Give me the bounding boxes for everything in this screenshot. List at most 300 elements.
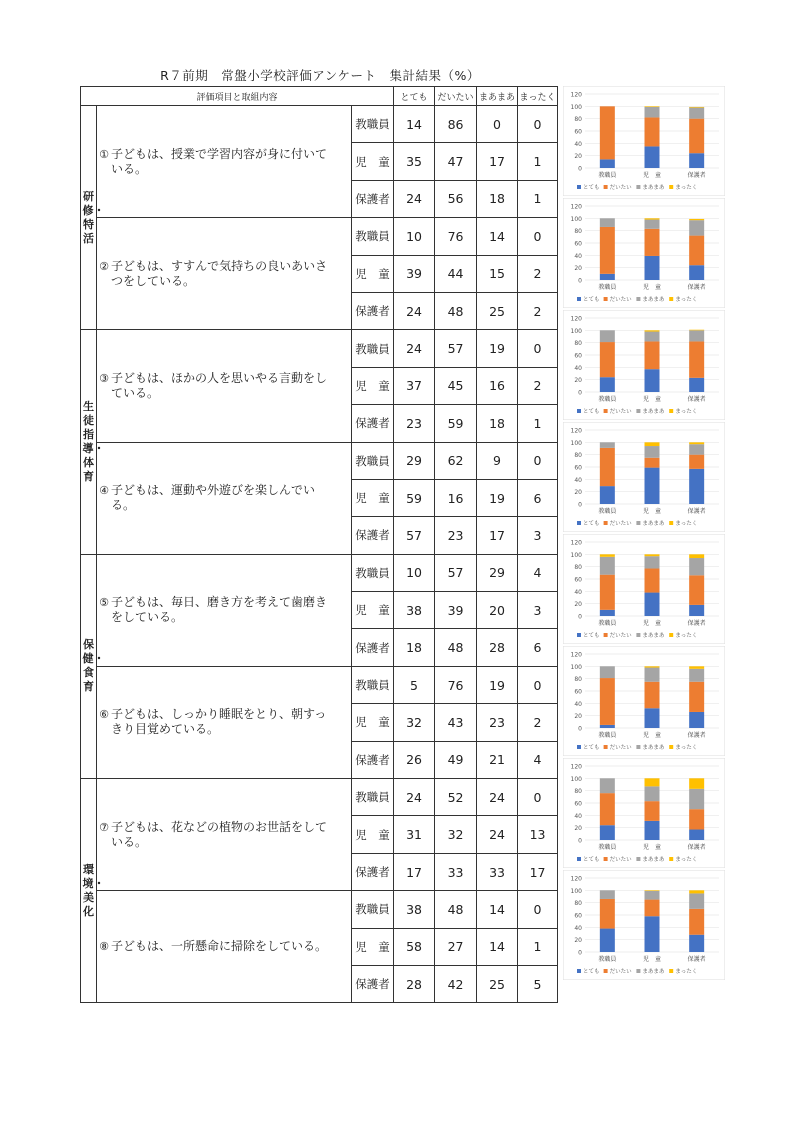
bar-segment [600, 227, 615, 274]
legend-swatch [669, 745, 673, 749]
bar-segment [689, 108, 704, 119]
bar-segment [645, 220, 660, 229]
bar-segment [689, 330, 704, 331]
bar-segment [600, 778, 615, 793]
y-tick-label: 120 [570, 539, 582, 547]
bar-segment [600, 218, 615, 227]
y-tick-label: 120 [570, 91, 582, 99]
legend-swatch [604, 297, 608, 301]
value-cell: 33 [477, 853, 518, 890]
respondent-label: 教職員 [352, 330, 394, 367]
value-cell: 45 [435, 367, 477, 404]
legend-swatch [604, 745, 608, 749]
respondent-label: 児 童 [352, 816, 394, 853]
stacked-bar-chart [563, 534, 729, 646]
legend-swatch [636, 185, 640, 189]
x-tick-label: 保護者 [687, 844, 706, 851]
bar-segment [645, 468, 660, 504]
value-cell: 0 [518, 666, 558, 703]
item-text: 子どもは、すすんで気持ちの良いあいさつをしている。 [111, 258, 328, 288]
value-cell: 43 [435, 704, 477, 741]
table-row [81, 891, 558, 928]
item-cell [97, 106, 352, 218]
y-tick-label: 40 [574, 924, 582, 932]
y-tick-label: 40 [574, 588, 582, 596]
value-cell: 52 [435, 779, 477, 816]
bar-segment [689, 830, 704, 840]
legend-swatch [636, 745, 640, 749]
value-cell: 56 [435, 180, 477, 217]
table-body [81, 106, 558, 1003]
bar-segment [645, 256, 660, 280]
item-text: 子どもは、授業で学習内容が身に付いている。 [111, 146, 328, 176]
bar-segment [645, 446, 660, 458]
respondent-label: 保護者 [352, 629, 394, 666]
legend-label: まったく [675, 185, 698, 191]
category-label [81, 106, 105, 330]
y-tick-label: 40 [574, 812, 582, 820]
survey-table [80, 86, 558, 1003]
y-tick-label: 60 [574, 352, 582, 360]
value-cell: 24 [477, 816, 518, 853]
y-tick-label: 80 [574, 116, 582, 124]
legend-label: まあまあ [642, 521, 665, 527]
legend-swatch [577, 297, 581, 301]
legend-label: とても [583, 969, 600, 975]
value-cell: 37 [394, 367, 435, 404]
bar-segment [645, 556, 660, 568]
bar-segment [645, 330, 660, 331]
stacked-bar-chart [563, 86, 729, 198]
legend-swatch [669, 521, 673, 525]
respondent-label: 教職員 [352, 891, 394, 928]
legend-swatch [604, 409, 608, 413]
bar-segment [689, 153, 704, 168]
value-cell: 13 [518, 816, 558, 853]
bar-segment [645, 682, 660, 709]
bar-segment [600, 342, 615, 377]
y-tick-label: 20 [574, 713, 582, 721]
value-cell: 38 [394, 891, 435, 928]
value-cell: 3 [518, 592, 558, 629]
table-row [81, 442, 558, 479]
bar-segment [645, 708, 660, 728]
value-cell: 1 [518, 405, 558, 442]
value-cell: 57 [435, 554, 477, 591]
bar-segment [600, 274, 615, 280]
legend-swatch [636, 857, 640, 861]
table-row [81, 554, 558, 591]
respondent-label: 保護者 [352, 517, 394, 554]
legend-label: とても [583, 857, 600, 863]
bar-segment [645, 821, 660, 840]
legend-label: とても [583, 633, 600, 639]
value-cell: 4 [518, 741, 558, 778]
legend-label: だいたい [609, 857, 632, 863]
value-cell: 58 [394, 928, 435, 965]
y-tick-label: 120 [570, 651, 582, 659]
value-cell: 57 [435, 330, 477, 367]
legend-label: まあまあ [642, 969, 665, 975]
value-cell: 32 [394, 704, 435, 741]
y-tick-label: 80 [574, 900, 582, 908]
table-header-row [81, 87, 558, 106]
legend-swatch [669, 969, 673, 973]
x-tick-label: 児 童 [642, 844, 662, 851]
y-tick-label: 120 [570, 427, 582, 435]
legend-label: だいたい [609, 185, 632, 191]
respondent-label: 教職員 [352, 442, 394, 479]
bar-segment [689, 890, 704, 893]
value-cell: 39 [435, 592, 477, 629]
bar-segment [600, 330, 615, 342]
bar-segment [645, 916, 660, 952]
y-tick-label: 100 [570, 215, 582, 223]
legend-label: だいたい [609, 297, 632, 303]
legend-label: とても [583, 409, 600, 415]
legend-label: まったく [675, 633, 698, 639]
y-tick-label: 20 [574, 825, 582, 833]
bar-segment [689, 682, 704, 712]
bar-segment [645, 778, 660, 786]
bar-segment [689, 220, 704, 235]
bar-segment [600, 557, 615, 575]
value-cell: 38 [394, 592, 435, 629]
header-item-label: 評価項目と取組内容 [81, 87, 394, 106]
value-cell: 24 [394, 292, 435, 329]
respondent-label: 保護者 [352, 180, 394, 217]
respondent-label: 保護者 [352, 741, 394, 778]
item-text: 子どもは、毎日、磨き方を考えて歯磨きをしている。 [111, 595, 328, 625]
value-cell: 25 [477, 292, 518, 329]
value-cell: 18 [477, 180, 518, 217]
legend-label: まったく [675, 297, 698, 303]
bar-segment [645, 341, 660, 369]
y-tick-label: 0 [578, 165, 582, 173]
legend-swatch [604, 633, 608, 637]
item-cell [97, 779, 352, 891]
respondent-label: 教職員 [352, 666, 394, 703]
legend-swatch [636, 969, 640, 973]
item-cell [97, 554, 352, 666]
legend-swatch [604, 185, 608, 189]
value-cell: 0 [518, 442, 558, 479]
legend-label: まあまあ [642, 745, 665, 751]
y-tick-label: 80 [574, 452, 582, 460]
y-tick-label: 120 [570, 875, 582, 883]
item-number: ④ [99, 484, 109, 498]
bar-segment [645, 218, 660, 219]
header-col-totemo: とても [394, 87, 435, 106]
x-tick-label: 児 童 [642, 172, 662, 179]
respondent-label: 保護者 [352, 965, 394, 1002]
value-cell: 33 [435, 853, 477, 890]
x-tick-label: 児 童 [642, 284, 662, 291]
bar-segment [645, 569, 660, 593]
respondent-label: 児 童 [352, 928, 394, 965]
respondent-label: 児 童 [352, 367, 394, 404]
x-tick-label: 教職員 [598, 396, 617, 403]
category-label-text: 生徒指導・体育 [82, 400, 105, 484]
y-tick-label: 0 [578, 837, 582, 845]
y-tick-label: 80 [574, 564, 582, 572]
respondent-label: 児 童 [352, 592, 394, 629]
y-tick-label: 0 [578, 949, 582, 957]
item-cell [97, 218, 352, 330]
value-cell: 17 [518, 853, 558, 890]
item-number: ⑧ [99, 940, 109, 954]
category-label-text: 環境・美化 [82, 862, 105, 918]
y-tick-label: 120 [570, 763, 582, 771]
bar-segment [645, 458, 660, 468]
x-tick-label: 保護者 [687, 508, 706, 515]
legend-swatch [636, 521, 640, 525]
value-cell: 29 [477, 554, 518, 591]
value-cell: 25 [477, 965, 518, 1002]
y-tick-label: 40 [574, 140, 582, 148]
legend-swatch [669, 297, 673, 301]
value-cell: 23 [435, 517, 477, 554]
value-cell: 17 [394, 853, 435, 890]
value-cell: 0 [518, 106, 558, 143]
value-cell: 16 [477, 367, 518, 404]
legend-label: とても [583, 521, 600, 527]
respondent-label: 教職員 [352, 218, 394, 255]
legend-label: まったく [675, 745, 698, 751]
bar-segment [600, 486, 615, 504]
legend-label: とても [583, 297, 600, 303]
stacked-bar-chart [563, 310, 729, 422]
value-cell: 14 [477, 928, 518, 965]
bar-segment [645, 369, 660, 392]
category-label [81, 330, 105, 554]
y-tick-label: 40 [574, 252, 582, 260]
value-cell: 23 [394, 405, 435, 442]
value-cell: 48 [435, 292, 477, 329]
respondent-label: 児 童 [352, 255, 394, 292]
value-cell: 14 [394, 106, 435, 143]
header-col-mattaku: まったく [518, 87, 558, 106]
x-tick-label: 児 童 [642, 508, 662, 515]
y-tick-label: 60 [574, 464, 582, 472]
x-tick-label: 保護者 [687, 620, 706, 627]
x-tick-label: 児 童 [642, 396, 662, 403]
bar-segment [600, 575, 615, 610]
x-tick-label: 教職員 [598, 284, 617, 291]
item-cell [97, 891, 352, 1003]
x-tick-label: 教職員 [598, 508, 617, 515]
y-tick-label: 0 [578, 277, 582, 285]
respondent-label: 保護者 [352, 405, 394, 442]
header-col-maamaa: まあまあ [477, 87, 518, 106]
value-cell: 23 [477, 704, 518, 741]
y-tick-label: 80 [574, 788, 582, 796]
y-tick-label: 20 [574, 377, 582, 385]
bar-segment [689, 909, 704, 935]
value-cell: 42 [435, 965, 477, 1002]
bar-segment [645, 332, 660, 342]
bar-segment [689, 935, 704, 952]
respondent-label: 児 童 [352, 479, 394, 516]
value-cell: 59 [394, 479, 435, 516]
value-cell: 0 [518, 779, 558, 816]
item-number: ⑤ [99, 596, 109, 610]
bar-segment [600, 610, 615, 616]
y-tick-label: 0 [578, 725, 582, 733]
legend-label: まったく [675, 857, 698, 863]
y-tick-label: 60 [574, 128, 582, 136]
y-tick-label: 40 [574, 700, 582, 708]
category-label [81, 554, 105, 778]
item-text: 子どもは、一所懸命に掃除をしている。 [111, 939, 328, 954]
stacked-bar-chart [563, 198, 729, 310]
value-cell: 86 [435, 106, 477, 143]
legend-label: だいたい [609, 633, 632, 639]
y-tick-label: 60 [574, 240, 582, 248]
respondent-label: 教職員 [352, 554, 394, 591]
item-number: ② [99, 259, 109, 273]
value-cell: 20 [477, 592, 518, 629]
y-tick-label: 20 [574, 489, 582, 497]
legend-swatch [669, 185, 673, 189]
value-cell: 14 [477, 218, 518, 255]
bar-segment [645, 554, 660, 556]
y-tick-label: 80 [574, 676, 582, 684]
value-cell: 14 [477, 891, 518, 928]
value-cell: 27 [435, 928, 477, 965]
legend-swatch [604, 969, 608, 973]
value-cell: 48 [435, 891, 477, 928]
bar-segment [645, 106, 660, 107]
y-tick-label: 100 [570, 663, 582, 671]
y-tick-label: 100 [570, 551, 582, 559]
bar-segment [689, 778, 704, 788]
header-col-daitai: だいたい [435, 87, 477, 106]
y-tick-label: 80 [574, 340, 582, 348]
value-cell: 2 [518, 292, 558, 329]
stacked-bar-chart [563, 646, 729, 758]
bar-segment [689, 265, 704, 280]
bar-segment [600, 793, 615, 825]
value-cell: 10 [394, 218, 435, 255]
legend-swatch [636, 409, 640, 413]
bar-segment [645, 668, 660, 682]
value-cell: 19 [477, 666, 518, 703]
item-number: ⑥ [99, 708, 109, 722]
value-cell: 10 [394, 554, 435, 591]
legend-label: だいたい [609, 521, 632, 527]
value-cell: 76 [435, 666, 477, 703]
value-cell: 26 [394, 741, 435, 778]
legend-label: だいたい [609, 409, 632, 415]
legend-swatch [669, 633, 673, 637]
legend-label: まあまあ [642, 633, 665, 639]
legend-label: まあまあ [642, 297, 665, 303]
bar-segment [689, 219, 704, 220]
legend-swatch [636, 297, 640, 301]
x-tick-label: 教職員 [598, 620, 617, 627]
bar-segment [600, 448, 615, 486]
value-cell: 21 [477, 741, 518, 778]
y-tick-label: 0 [578, 613, 582, 621]
x-tick-label: 児 童 [642, 732, 662, 739]
bar-segment [600, 929, 615, 952]
item-text: 子どもは、花などの植物のお世話をしている。 [111, 819, 328, 849]
value-cell: 48 [435, 629, 477, 666]
x-tick-label: 保護者 [687, 956, 706, 963]
legend-swatch [577, 857, 581, 861]
y-tick-label: 120 [570, 315, 582, 323]
y-tick-label: 0 [578, 501, 582, 509]
page-title: R７前期 常盤小学校評価アンケート 集計結果（%） [160, 68, 480, 83]
y-tick-label: 20 [574, 265, 582, 273]
item-cell [97, 666, 352, 778]
item-cell [97, 330, 352, 442]
bar-segment [600, 890, 615, 899]
bar-segment [689, 809, 704, 829]
table-row [81, 666, 558, 703]
item-cell [97, 442, 352, 554]
legend-swatch [604, 857, 608, 861]
x-tick-label: 児 童 [642, 956, 662, 963]
bar-segment [600, 159, 615, 168]
value-cell: 19 [477, 479, 518, 516]
value-cell: 76 [435, 218, 477, 255]
y-tick-label: 40 [574, 364, 582, 372]
legend-label: だいたい [609, 969, 632, 975]
x-tick-label: 保護者 [687, 172, 706, 179]
stacked-bar-chart [563, 870, 729, 982]
value-cell: 17 [477, 143, 518, 180]
y-tick-label: 100 [570, 439, 582, 447]
y-tick-label: 20 [574, 937, 582, 945]
value-cell: 47 [435, 143, 477, 180]
value-cell: 62 [435, 442, 477, 479]
y-tick-label: 100 [570, 103, 582, 111]
bar-segment [645, 107, 660, 117]
chart-svg [563, 870, 725, 980]
category-label-text: 保健・食育 [82, 638, 105, 694]
respondent-label: 保護者 [352, 853, 394, 890]
bar-segment [645, 593, 660, 616]
value-cell: 1 [518, 928, 558, 965]
value-cell: 2 [518, 367, 558, 404]
bar-segment [689, 444, 704, 454]
value-cell: 24 [394, 180, 435, 217]
bar-segment [600, 442, 615, 448]
x-tick-label: 教職員 [598, 844, 617, 851]
value-cell: 0 [477, 106, 518, 143]
y-tick-label: 40 [574, 476, 582, 484]
value-cell: 3 [518, 517, 558, 554]
value-cell: 16 [435, 479, 477, 516]
category-label-text: 研修・特活 [82, 189, 105, 245]
legend-label: まあまあ [642, 185, 665, 191]
x-tick-label: 保護者 [687, 732, 706, 739]
legend-swatch [636, 633, 640, 637]
legend-swatch [577, 745, 581, 749]
value-cell: 19 [477, 330, 518, 367]
y-tick-label: 0 [578, 389, 582, 397]
chart-svg [563, 646, 725, 756]
table-row [81, 330, 558, 367]
bar-segment [600, 725, 615, 728]
item-text: 子どもは、運動や外遊びを楽しんでいる。 [111, 483, 316, 513]
item-number: ⑦ [99, 820, 109, 834]
value-cell: 6 [518, 479, 558, 516]
bar-segment [689, 236, 704, 266]
respondent-label: 児 童 [352, 143, 394, 180]
